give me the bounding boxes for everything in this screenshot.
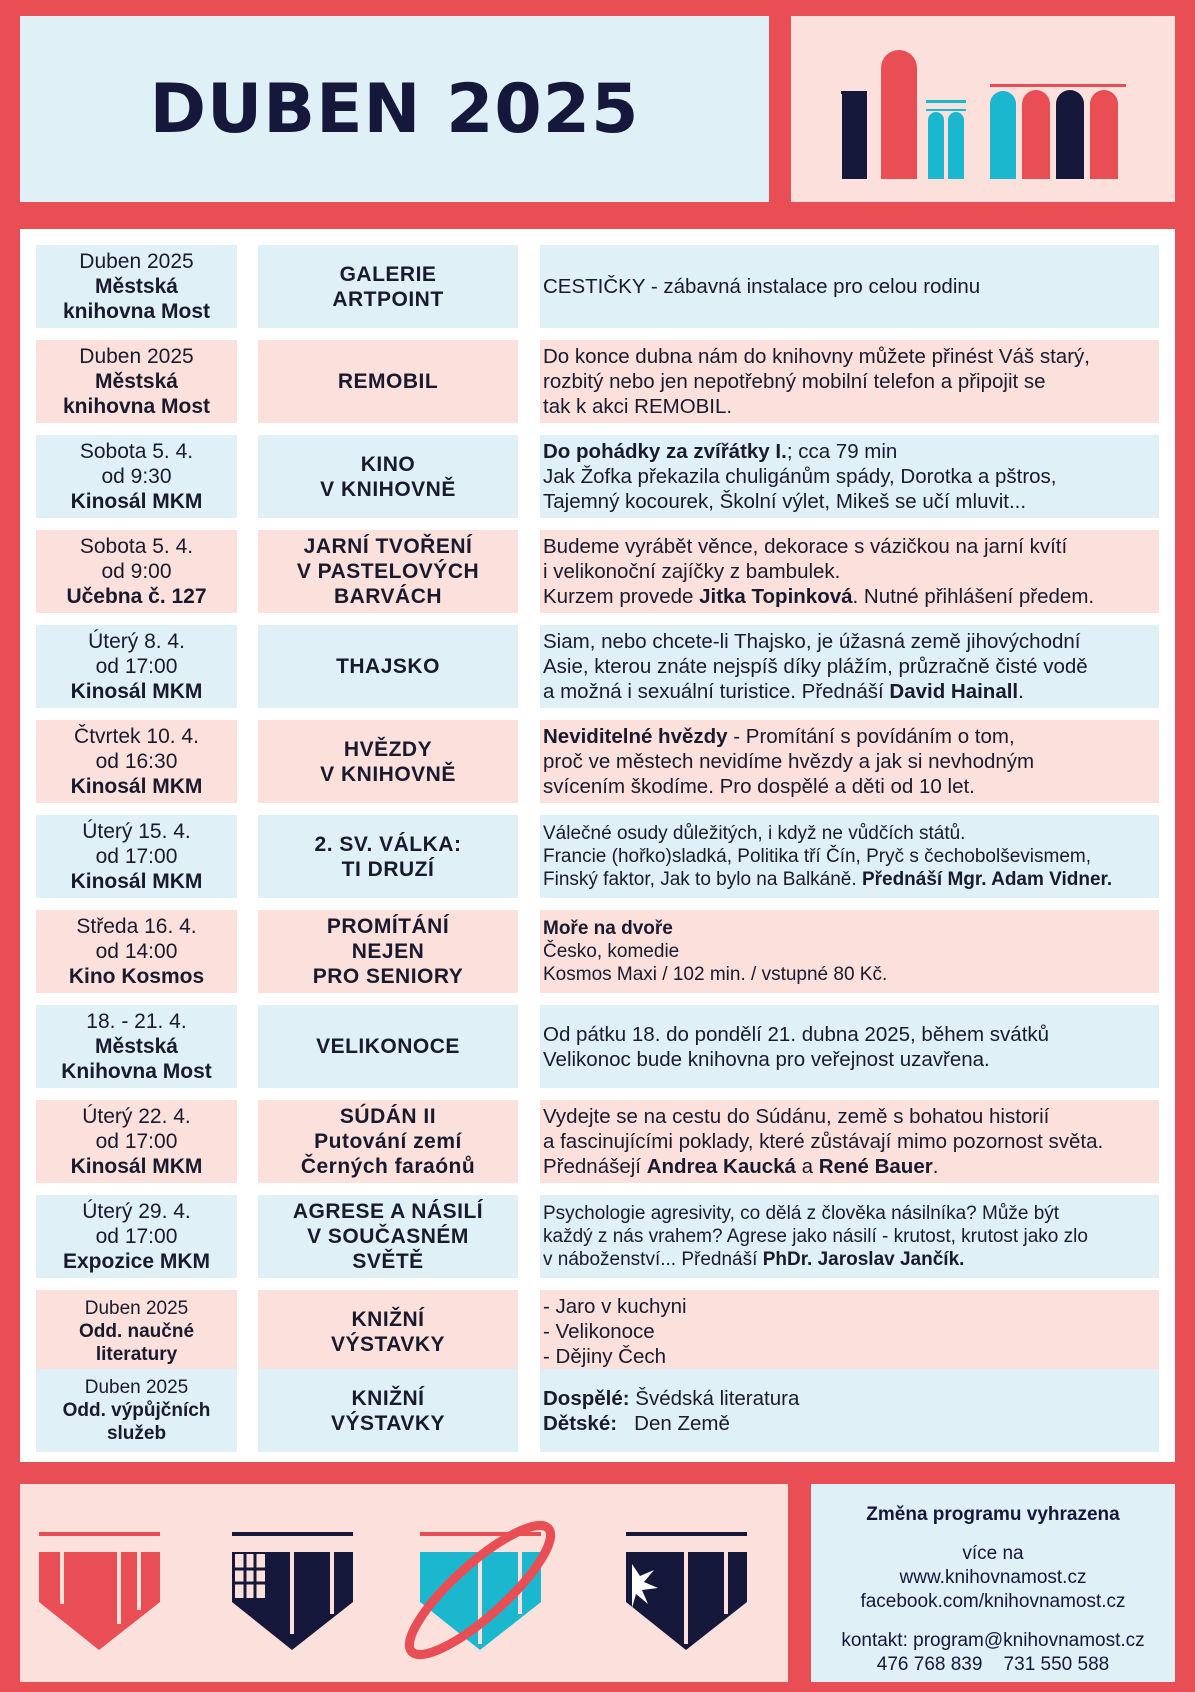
more-info-label: více na [962, 1543, 1024, 1564]
event-description: Siam, nebo chcete-li Thajsko, je úžasná země jihovýchodní Asie, kterou znáte nejspíš díky plážím, průzračně čisté vodě a možná i sexuální turistice. Přednáší David Hainall. [540, 625, 1159, 708]
event-row [36, 530, 1159, 613]
event-title: JARNÍ TVOŘENÍ V PASTELOVÝCH BARVÁCH [258, 530, 518, 613]
event-when: 18. - 21. 4. Městská Knihovna Most [36, 1005, 237, 1088]
event-row [36, 1369, 1159, 1452]
event-row [36, 720, 1159, 803]
event-when: Duben 2025 Městská knihovna Most [36, 245, 237, 328]
event-description: Od pátku 18. do pondělí 21. dubna 2025, během svátků Velikonoc bude knihovna pro veřejnost uzavřena. [540, 1005, 1159, 1088]
starburst-heart-columns-icon [626, 1532, 747, 1650]
event-description: Dospělé: Švédská literatura Dětské: Den Země [540, 1369, 1159, 1452]
event-row [36, 815, 1159, 898]
event-row [36, 340, 1159, 423]
event-title: PROMÍTÁNÍ NEJEN PRO SENIORY [258, 910, 518, 993]
window-heart-columns-icon [232, 1532, 353, 1650]
event-title: VELIKONOCE [258, 1005, 518, 1088]
orbit-heart-columns-icon [394, 1509, 566, 1671]
event-title: KNIŽNÍ VÝSTAVKY [258, 1290, 518, 1373]
header-title-panel [20, 16, 769, 202]
event-when: Čtvrtek 10. 4. od 16:30 Kinosál MKM [36, 720, 237, 803]
event-when: Úterý 15. 4. od 17:00 Kinosál MKM [36, 815, 237, 898]
contact-phones: 476 768 839 731 550 588 [876, 1654, 1110, 1675]
event-when: Duben 2025 Odd. naučné literatury [36, 1290, 237, 1373]
event-description: Psychologie agresivity, co dělá z člověka násilníka? Může být každý z nás vrahem? Agrese jako násilí - krutost, krutost jako zlo v náboženství... Přednáší PhDr. Jaroslav Jančík. [540, 1195, 1159, 1278]
event-title: SÚDÁN II Putování zemí Černých faraónů [258, 1100, 518, 1183]
event-when: Sobota 5. 4. od 9:00 Učebna č. 127 [36, 530, 237, 613]
event-row [36, 1100, 1159, 1183]
event-title: THAJSKO [258, 625, 518, 708]
event-row [36, 435, 1159, 518]
event-description: Válečné osudy důležitých, i když ne vůdčích států. Francie (hořko)sladká, Politika tří Čín, Pryč s čechobolševismem, Finský faktor, Jak to bylo na Balkáně. Přednáší Mgr. Adam Vidner. [540, 815, 1159, 898]
event-description: Moře na dvoře Česko, komedie Kosmos Maxi / 102 min. / vstupné 80 Kč. [540, 910, 1159, 993]
event-description: Do pohádky za zvířátky I.; cca 79 min Jak Žofka překazila chuligánům spády, Dorotka a pštros, Tajemný kocourek, Školní výlet, Mikeš se učí mluvit... [540, 435, 1159, 518]
event-title: AGRESE A NÁSILÍ V SOUČASNÉM SVĚTĚ [258, 1195, 518, 1278]
event-title: 2. SV. VÁLKA: TI DRUZÍ [258, 815, 518, 898]
library-columns-logo-icon [791, 16, 1175, 202]
event-row [36, 1005, 1159, 1088]
event-description: Vydejte se na cestu do Súdánu, země s bohatou historií a fascinujícími poklady, které zůstávají mimo pozornost světa. Přednášejí Andrea Kaucká a René Bauer. [540, 1100, 1159, 1183]
event-title: REMOBIL [258, 340, 518, 423]
website-link[interactable]: www.knihovnamost.cz [899, 1567, 1087, 1588]
footer-info-panel [811, 1484, 1175, 1682]
event-description: Do konce dubna nám do knihovny můžete přinést Váš starý, rozbitý nebo jen nepotřebný mobilní telefon a připojit se tak k akci REMOBIL. [540, 340, 1159, 423]
event-title: GALERIE ARTPOINT [258, 245, 518, 328]
event-when: Úterý 22. 4. od 17:00 Kinosál MKM [36, 1100, 237, 1183]
event-when: Duben 2025 Městská knihovna Most [36, 340, 237, 423]
red-heart-columns-icon [39, 1532, 160, 1650]
event-when: Středa 16. 4. od 14:00 Kino Kosmos [36, 910, 237, 993]
facebook-link[interactable]: facebook.com/knihovnamost.cz [860, 1591, 1126, 1612]
contact-email[interactable]: kontakt: program@knihovnamost.cz [841, 1630, 1145, 1651]
event-title: KNIŽNÍ VÝSTAVKY [258, 1369, 518, 1452]
event-when: Duben 2025 Odd. výpůjčních služeb [36, 1369, 237, 1452]
event-description: Budeme vyrábět věnce, dekorace s vázičkou na jarní kvítí i velikonoční zajíčky z bambulek. Kurzem provede Jitka Topinková. Nutné přihlášení předem. [540, 530, 1159, 613]
event-when: Sobota 5. 4. od 9:30 Kinosál MKM [36, 435, 237, 518]
event-when: Úterý 29. 4. od 17:00 Expozice MKM [36, 1195, 237, 1278]
program-table [20, 229, 1175, 1462]
event-description: - Jaro v kuchyni - Velikonoce - Dějiny Čech [540, 1290, 1159, 1373]
event-row [36, 625, 1159, 708]
event-description: Neviditelné hvězdy - Promítání s povídáním o tom, proč ve městech nevidíme hvězdy a jak si nevhodným svícením škodíme. Pro dospělé a děti od 10 let. [540, 720, 1159, 803]
page-title: DUBEN 2025 [149, 69, 640, 149]
event-row [36, 910, 1159, 993]
event-row [36, 1290, 1159, 1373]
event-description: CESTIČKY - zábavná instalace pro celou rodinu [540, 245, 1159, 328]
footer-logos-panel [20, 1484, 788, 1682]
event-title: KINO V KNIHOVNĚ [258, 435, 518, 518]
header-logo-panel [791, 16, 1175, 202]
event-row [36, 245, 1159, 328]
program-change-notice: Změna programu vyhrazena [866, 1504, 1120, 1525]
event-row [36, 1195, 1159, 1278]
event-title: HVĚZDY V KNIHOVNĚ [258, 720, 518, 803]
event-when: Úterý 8. 4. od 17:00 Kinosál MKM [36, 625, 237, 708]
